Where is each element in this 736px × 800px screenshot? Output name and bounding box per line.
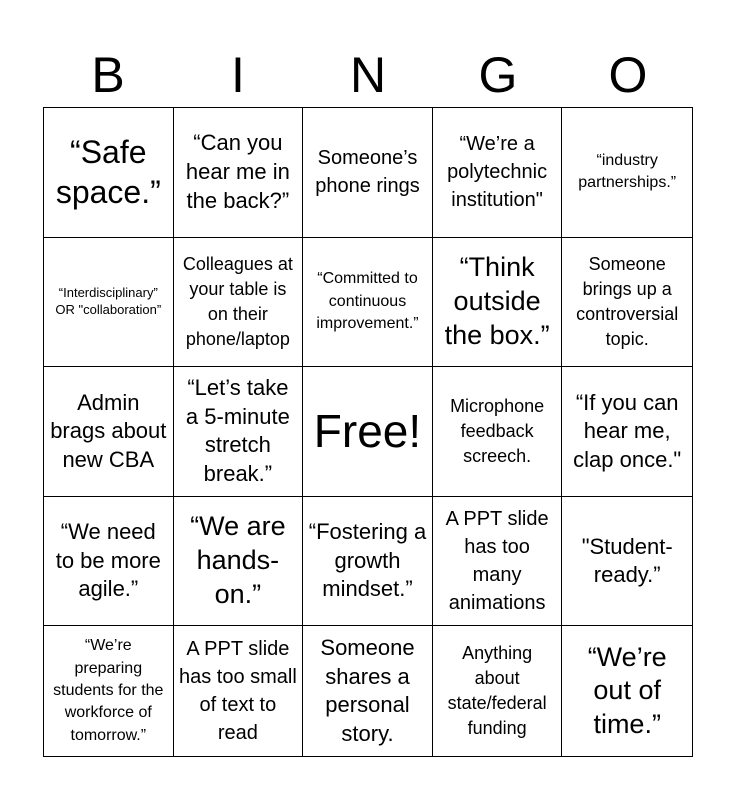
bingo-cell[interactable]	[433, 367, 563, 497]
bingo-cell[interactable]	[44, 367, 174, 497]
bingo-cell-text: “We’re out of time.”	[587, 641, 667, 740]
bingo-cell-text: Free!	[313, 405, 422, 458]
bingo-cell[interactable]	[562, 497, 692, 627]
bingo-cell[interactable]	[44, 238, 174, 368]
bingo-cell-text: "Student-ready.”	[581, 533, 673, 588]
bingo-header	[43, 44, 693, 106]
bingo-cell[interactable]	[562, 238, 692, 368]
bingo-cell-text: A PPT slide has too many animations	[445, 508, 549, 615]
bingo-cell-text: Someone brings up a controversial topic.	[576, 253, 679, 350]
bingo-free-cell[interactable]	[303, 367, 433, 497]
bingo-cell-text: Someone’s phone rings	[315, 147, 420, 198]
bingo-cell-text: Someone shares a personal story.	[320, 635, 415, 746]
bingo-cell-text: “Safe space.”	[55, 134, 161, 211]
bingo-cell[interactable]	[433, 497, 563, 627]
bingo-cell-text: “We need to be more agile.”	[55, 519, 161, 602]
bingo-cell-text: “We are hands-on.”	[190, 511, 286, 609]
header-letter-n: N	[349, 47, 387, 103]
bingo-cell[interactable]	[174, 626, 304, 756]
header-letter-i: I	[231, 47, 245, 103]
bingo-cell[interactable]	[303, 497, 433, 627]
bingo-cell-text: “We’re preparing students for the workforce of tomorrow.”	[53, 637, 164, 744]
bingo-cell[interactable]	[303, 238, 433, 368]
bingo-cell[interactable]	[174, 238, 304, 368]
bingo-cell-text: “Can you hear me in the back?”	[185, 130, 290, 213]
bingo-cell[interactable]	[562, 367, 692, 497]
bingo-cell[interactable]	[433, 108, 563, 238]
bingo-cell-text: Microphone feedback screech.	[450, 395, 545, 467]
bingo-cell-text: “If you can hear me, clap once."	[573, 389, 682, 472]
bingo-cell[interactable]	[44, 108, 174, 238]
bingo-cell-text: “Think outside the box.”	[444, 252, 550, 350]
header-letter-b: B	[91, 47, 125, 103]
header-letter-g: G	[478, 47, 518, 103]
bingo-cell[interactable]	[174, 367, 304, 497]
bingo-cell[interactable]	[433, 238, 563, 368]
bingo-cell-text: Colleagues at your table is on their phone/laptop	[182, 253, 293, 350]
bingo-cell-text: Anything about state/federal funding	[447, 642, 547, 739]
bingo-cell-text: “Let’s take a 5-minute stretch break.”	[185, 375, 290, 487]
bingo-cell[interactable]	[433, 626, 563, 756]
bingo-board	[43, 107, 693, 757]
bingo-cell-text: “Fostering a growth mindset.”	[308, 519, 427, 602]
header-letter-o: O	[608, 47, 648, 103]
bingo-cell-text: “We’re a polytechnic institution"	[447, 133, 548, 212]
bingo-cell[interactable]	[562, 626, 692, 756]
bingo-cell[interactable]	[44, 626, 174, 756]
bingo-cell[interactable]	[303, 626, 433, 756]
bingo-cell-text: A PPT slide has too small of text to read	[178, 638, 297, 745]
bingo-cell[interactable]	[44, 497, 174, 627]
bingo-cell-text: Admin brags about new CBA	[50, 389, 167, 472]
bingo-cell[interactable]	[174, 108, 304, 238]
bingo-cell[interactable]	[174, 497, 304, 627]
bingo-cell[interactable]	[303, 108, 433, 238]
bingo-cell[interactable]	[562, 108, 692, 238]
bingo-cell-text: “Interdisciplinary” OR "collaboration”	[55, 285, 162, 317]
bingo-cell-text: “Committed to continuous improvement.”	[316, 270, 419, 333]
bingo-cell-text: “industry partnerships.”	[578, 151, 677, 192]
